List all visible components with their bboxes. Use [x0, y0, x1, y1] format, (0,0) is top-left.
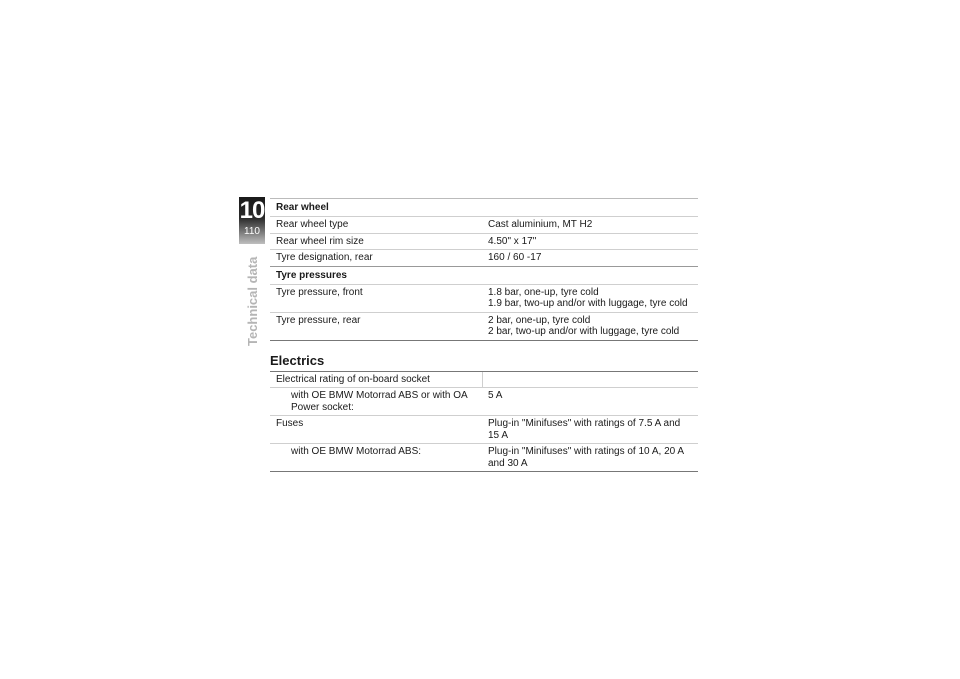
table-row: [270, 284, 698, 312]
table-row: [270, 415, 698, 443]
chapter-number: 10: [239, 197, 265, 224]
value-line: 1.9 bar, two-up and/or with luggage, tyre cold: [488, 298, 688, 309]
page-number: 110: [244, 226, 260, 237]
row-label: with OE BMW Motorrad ABS or with OA Power socket:: [291, 390, 468, 413]
row-value: [482, 372, 698, 388]
row-value: 5 A: [488, 390, 503, 401]
row-value: Plug-in "Minifuses" with ratings of 10 A, 20 A and 30 A: [488, 446, 684, 469]
row-value: Cast aluminium, MT H2: [488, 219, 593, 230]
tyre-pressures-header: Tyre pressures: [270, 266, 698, 284]
electrics-title: Electrics: [270, 352, 325, 368]
table-row: [270, 387, 698, 415]
value-line: 1.8 bar, one-up, tyre cold: [488, 286, 599, 298]
row-value: 160 / 60 -17: [488, 252, 542, 263]
table-row: [270, 371, 698, 388]
row-label: Rear wheel rim size: [276, 235, 364, 247]
table-row: [270, 233, 698, 250]
row-value: [482, 313, 698, 340]
row-label: Rear wheel type: [276, 219, 349, 230]
row-label: Electrical rating of on-board socket: [276, 373, 430, 385]
table-row: [270, 443, 698, 472]
spec-content: [270, 198, 698, 472]
row-label: Tyre pressure, front: [276, 286, 363, 298]
row-value: 4.50" x 17": [488, 235, 537, 247]
row-value: Plug-in "Minifuses" with ratings of 7.5 A and 15 A: [488, 418, 681, 441]
table-row: [270, 312, 698, 341]
table-row: [270, 216, 698, 233]
section-label-vertical: Technical data: [245, 256, 260, 346]
value-line: 2 bar, one-up, tyre cold: [488, 314, 591, 326]
row-label: Tyre designation, rear: [276, 252, 373, 263]
table-row: [270, 249, 698, 266]
row-label: Tyre pressure, rear: [276, 314, 361, 326]
rear-wheel-header: Rear wheel: [270, 198, 698, 216]
row-label: with OE BMW Motorrad ABS:: [291, 446, 422, 457]
value-line: 2 bar, two-up and/or with luggage, tyre cold: [488, 326, 680, 337]
electrics-table: [270, 371, 698, 473]
row-label: Fuses: [276, 418, 304, 429]
row-value: [482, 285, 698, 312]
